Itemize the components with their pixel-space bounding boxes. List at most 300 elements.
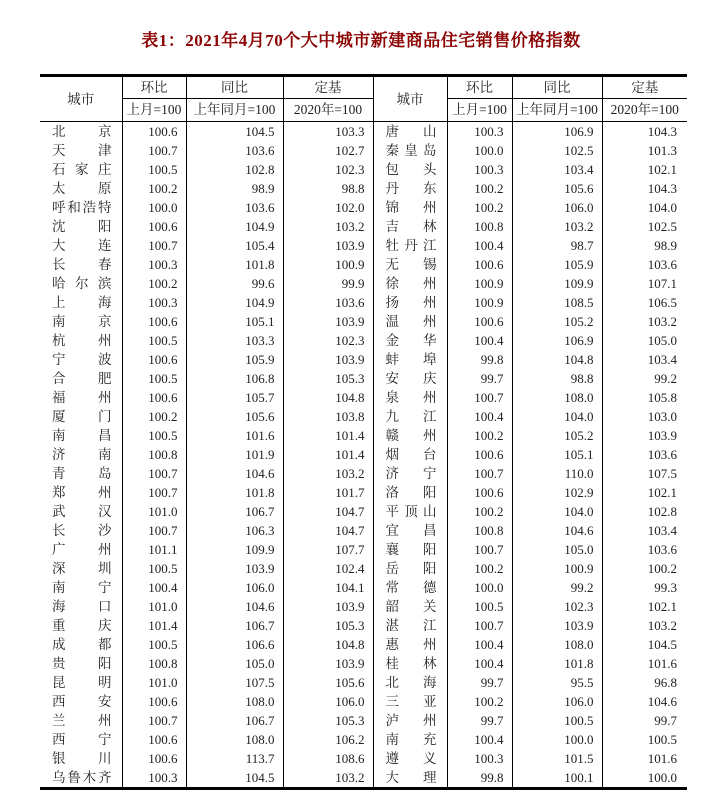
city-cell: 遵义 bbox=[373, 749, 447, 768]
index-value-cell: 108.5 bbox=[512, 293, 602, 312]
index-value-cell: 103.3 bbox=[283, 122, 373, 142]
table-row bbox=[40, 730, 687, 749]
table-row bbox=[40, 274, 687, 293]
city-cell: 海口 bbox=[40, 597, 122, 616]
index-value-cell: 99.8 bbox=[447, 350, 512, 369]
header-fixed-base-left: 2020年=100 bbox=[283, 99, 373, 122]
index-value-cell: 104.0 bbox=[647, 200, 677, 215]
index-value-cell: 100.3 bbox=[447, 160, 512, 179]
index-value-cell: 103.6 bbox=[647, 542, 677, 557]
city-cell: 上海 bbox=[40, 293, 122, 312]
table-row bbox=[40, 217, 687, 236]
index-value-cell: 98.9 bbox=[186, 179, 283, 198]
index-value-cell: 101.3 bbox=[647, 143, 677, 158]
index-value-cell: 100.5 bbox=[122, 369, 186, 388]
index-value-cell: 106.7 bbox=[186, 711, 283, 730]
index-value-cell: 107.5 bbox=[647, 466, 677, 481]
city-cell: 湛江 bbox=[373, 616, 447, 635]
table-row bbox=[40, 502, 687, 521]
index-value-cell: 109.9 bbox=[512, 274, 602, 293]
city-cell: 丹东 bbox=[373, 179, 447, 198]
index-value-cell: 100.7 bbox=[122, 711, 186, 730]
city-cell: 大连 bbox=[40, 236, 122, 255]
city-cell: 泉州 bbox=[373, 388, 447, 407]
index-value-cell: 104.6 bbox=[186, 597, 283, 616]
index-value-cell: 106.2 bbox=[283, 730, 373, 749]
table-row bbox=[40, 559, 687, 578]
index-value-cell: 100.6 bbox=[122, 350, 186, 369]
index-value-cell: 100.8 bbox=[447, 217, 512, 236]
index-value-cell: 100.3 bbox=[447, 749, 512, 768]
city-cell: 南昌 bbox=[40, 426, 122, 445]
index-value-cell: 105.2 bbox=[512, 426, 602, 445]
index-value-cell: 104.5 bbox=[186, 768, 283, 789]
index-value-cell: 101.4 bbox=[283, 426, 373, 445]
index-value-cell: 100.2 bbox=[447, 502, 512, 521]
index-value-cell: 102.3 bbox=[512, 597, 602, 616]
index-value-cell: 105.0 bbox=[186, 654, 283, 673]
city-cell: 平顶山 bbox=[373, 502, 447, 521]
table-row bbox=[40, 464, 687, 483]
index-value-cell: 103.2 bbox=[283, 464, 373, 483]
city-cell: 广州 bbox=[40, 540, 122, 559]
index-value-cell: 102.1 bbox=[647, 599, 677, 614]
index-value-cell: 101.7 bbox=[283, 483, 373, 502]
city-cell: 兰州 bbox=[40, 711, 122, 730]
header-yoy-left: 同比 bbox=[186, 76, 283, 99]
city-cell: 包头 bbox=[373, 160, 447, 179]
index-value-cell: 103.2 bbox=[283, 217, 373, 236]
city-cell: 岳阳 bbox=[373, 559, 447, 578]
index-value-cell: 100.6 bbox=[122, 749, 186, 768]
table-row bbox=[40, 711, 687, 730]
index-value-cell: 104.3 bbox=[647, 124, 677, 139]
index-value-cell: 99.6 bbox=[186, 274, 283, 293]
table-row bbox=[40, 198, 687, 217]
city-cell: 大理 bbox=[373, 768, 447, 789]
index-value-cell: 104.5 bbox=[186, 122, 283, 142]
city-cell: 徐州 bbox=[373, 274, 447, 293]
index-value-cell: 102.5 bbox=[647, 219, 677, 234]
table-row bbox=[40, 312, 687, 331]
city-cell: 吉林 bbox=[373, 217, 447, 236]
index-value-cell: 102.9 bbox=[512, 483, 602, 502]
city-cell: 洛阳 bbox=[373, 483, 447, 502]
index-value-cell: 100.6 bbox=[122, 122, 186, 142]
index-value-cell: 101.6 bbox=[186, 426, 283, 445]
city-cell: 蚌埠 bbox=[373, 350, 447, 369]
index-value-cell: 106.0 bbox=[512, 692, 602, 711]
index-value-cell: 105.3 bbox=[283, 616, 373, 635]
index-value-cell: 106.7 bbox=[186, 616, 283, 635]
city-cell: 长沙 bbox=[40, 521, 122, 540]
index-value-cell: 105.9 bbox=[512, 255, 602, 274]
index-value-cell: 108.6 bbox=[283, 749, 373, 768]
index-value-cell: 101.8 bbox=[186, 483, 283, 502]
index-value-cell: 101.1 bbox=[122, 540, 186, 559]
header-yoy-base-right: 上年同月=100 bbox=[512, 99, 602, 122]
index-value-cell: 109.9 bbox=[186, 540, 283, 559]
index-value-cell: 106.7 bbox=[186, 502, 283, 521]
index-value-cell: 104.8 bbox=[512, 350, 602, 369]
city-cell: 成都 bbox=[40, 635, 122, 654]
index-value-cell: 113.7 bbox=[186, 749, 283, 768]
index-value-cell: 100.2 bbox=[647, 561, 677, 576]
index-value-cell: 99.2 bbox=[654, 371, 677, 386]
index-value-cell: 96.8 bbox=[654, 675, 677, 690]
index-value-cell: 100.2 bbox=[447, 179, 512, 198]
index-value-cell: 99.8 bbox=[447, 768, 512, 789]
index-value-cell: 100.6 bbox=[122, 692, 186, 711]
index-value-cell: 103.6 bbox=[186, 198, 283, 217]
index-value-cell: 100.1 bbox=[512, 768, 602, 789]
city-cell: 昆明 bbox=[40, 673, 122, 692]
index-value-cell: 102.3 bbox=[283, 160, 373, 179]
index-value-cell: 100.4 bbox=[447, 635, 512, 654]
index-value-cell: 104.1 bbox=[283, 578, 373, 597]
index-value-cell: 100.7 bbox=[447, 616, 512, 635]
index-value-cell: 103.0 bbox=[647, 409, 677, 424]
index-value-cell: 101.6 bbox=[647, 751, 677, 766]
index-value-cell: 100.0 bbox=[447, 141, 512, 160]
city-cell: 惠州 bbox=[373, 635, 447, 654]
city-cell: 哈尔滨 bbox=[40, 274, 122, 293]
index-value-cell: 100.4 bbox=[447, 730, 512, 749]
index-value-cell: 106.9 bbox=[512, 331, 602, 350]
index-value-cell: 101.9 bbox=[186, 445, 283, 464]
index-value-cell: 105.0 bbox=[647, 333, 677, 348]
table-row bbox=[40, 331, 687, 350]
city-cell: 牡丹江 bbox=[373, 236, 447, 255]
index-value-cell: 103.2 bbox=[647, 314, 677, 329]
index-value-cell: 105.8 bbox=[647, 390, 677, 405]
table-row bbox=[40, 369, 687, 388]
index-value-cell: 100.8 bbox=[447, 521, 512, 540]
index-value-cell: 106.5 bbox=[647, 295, 677, 310]
index-value-cell: 103.6 bbox=[283, 293, 373, 312]
table-row bbox=[40, 122, 687, 142]
index-value-cell: 103.6 bbox=[647, 257, 677, 272]
city-cell: 烟台 bbox=[373, 445, 447, 464]
index-value-cell: 100.3 bbox=[122, 255, 186, 274]
index-value-cell: 106.9 bbox=[512, 122, 602, 142]
index-value-cell: 105.1 bbox=[512, 445, 602, 464]
table-row bbox=[40, 236, 687, 255]
city-cell: 襄阳 bbox=[373, 540, 447, 559]
index-value-cell: 100.9 bbox=[447, 293, 512, 312]
index-value-cell: 100.0 bbox=[512, 730, 602, 749]
index-value-cell: 104.0 bbox=[512, 502, 602, 521]
index-value-cell: 100.4 bbox=[447, 654, 512, 673]
index-value-cell: 103.9 bbox=[512, 616, 602, 635]
city-cell: 泸州 bbox=[373, 711, 447, 730]
index-value-cell: 101.8 bbox=[186, 255, 283, 274]
header-fixed-base-right: 2020年=100 bbox=[602, 99, 687, 122]
index-value-cell: 100.5 bbox=[447, 597, 512, 616]
index-value-cell: 104.3 bbox=[647, 181, 677, 196]
index-value-cell: 105.0 bbox=[512, 540, 602, 559]
index-value-cell: 104.9 bbox=[186, 217, 283, 236]
city-cell: 武汉 bbox=[40, 502, 122, 521]
index-value-cell: 100.8 bbox=[122, 445, 186, 464]
index-value-cell: 108.0 bbox=[186, 692, 283, 711]
index-value-cell: 105.4 bbox=[186, 236, 283, 255]
table-row bbox=[40, 350, 687, 369]
table-row bbox=[40, 141, 687, 160]
index-value-cell: 105.1 bbox=[186, 312, 283, 331]
index-value-cell: 98.9 bbox=[654, 238, 677, 253]
index-value-cell: 101.0 bbox=[122, 597, 186, 616]
table-row bbox=[40, 388, 687, 407]
index-value-cell: 108.0 bbox=[512, 635, 602, 654]
table-title: 表1：2021年4月70个大中城市新建商品住宅销售价格指数 bbox=[141, 31, 581, 50]
index-value-cell: 99.7 bbox=[447, 673, 512, 692]
index-value-cell: 106.3 bbox=[186, 521, 283, 540]
index-value-cell: 103.4 bbox=[512, 160, 602, 179]
index-value-cell: 104.6 bbox=[512, 521, 602, 540]
table-row bbox=[40, 540, 687, 559]
index-value-cell: 102.5 bbox=[512, 141, 602, 160]
index-value-cell: 104.7 bbox=[283, 521, 373, 540]
index-value-cell: 100.0 bbox=[122, 198, 186, 217]
index-value-cell: 103.9 bbox=[283, 350, 373, 369]
index-value-cell: 103.3 bbox=[186, 331, 283, 350]
index-value-cell: 100.7 bbox=[122, 141, 186, 160]
city-cell: 西安 bbox=[40, 692, 122, 711]
index-value-cell: 100.0 bbox=[647, 770, 677, 785]
table-body bbox=[40, 122, 687, 789]
index-value-cell: 100.9 bbox=[283, 255, 373, 274]
index-value-cell: 98.7 bbox=[512, 236, 602, 255]
city-cell: 宜昌 bbox=[373, 521, 447, 540]
city-cell: 南宁 bbox=[40, 578, 122, 597]
index-value-cell: 104.6 bbox=[647, 694, 677, 709]
city-cell: 常德 bbox=[373, 578, 447, 597]
index-value-cell: 100.5 bbox=[122, 160, 186, 179]
index-value-cell: 100.7 bbox=[122, 483, 186, 502]
index-value-cell: 100.5 bbox=[512, 711, 602, 730]
index-value-cell: 106.6 bbox=[186, 635, 283, 654]
index-value-cell: 101.5 bbox=[512, 749, 602, 768]
index-value-cell: 105.2 bbox=[512, 312, 602, 331]
index-value-cell: 103.6 bbox=[647, 447, 677, 462]
index-value-cell: 103.2 bbox=[512, 217, 602, 236]
index-value-cell: 100.7 bbox=[447, 464, 512, 483]
index-value-cell: 100.2 bbox=[447, 426, 512, 445]
table-row bbox=[40, 407, 687, 426]
index-value-cell: 100.7 bbox=[447, 540, 512, 559]
index-value-cell: 103.9 bbox=[283, 654, 373, 673]
index-value-cell: 100.2 bbox=[447, 198, 512, 217]
index-value-cell: 100.3 bbox=[122, 768, 186, 789]
index-value-cell: 105.6 bbox=[512, 179, 602, 198]
price-index-table bbox=[40, 74, 687, 790]
city-cell: 厦门 bbox=[40, 407, 122, 426]
city-cell: 九江 bbox=[373, 407, 447, 426]
city-cell: 福州 bbox=[40, 388, 122, 407]
table-row bbox=[40, 521, 687, 540]
index-value-cell: 100.9 bbox=[447, 274, 512, 293]
index-value-cell: 104.7 bbox=[283, 502, 373, 521]
table-row bbox=[40, 749, 687, 768]
index-value-cell: 99.2 bbox=[512, 578, 602, 597]
table-row bbox=[40, 578, 687, 597]
index-value-cell: 100.5 bbox=[122, 331, 186, 350]
city-cell: 沈阳 bbox=[40, 217, 122, 236]
city-cell: 银川 bbox=[40, 749, 122, 768]
index-value-cell: 100.6 bbox=[122, 388, 186, 407]
index-value-cell: 107.5 bbox=[186, 673, 283, 692]
index-value-cell: 102.0 bbox=[283, 198, 373, 217]
index-value-cell: 95.5 bbox=[512, 673, 602, 692]
index-value-cell: 106.0 bbox=[512, 198, 602, 217]
index-value-cell: 100.5 bbox=[122, 426, 186, 445]
index-value-cell: 100.2 bbox=[122, 407, 186, 426]
index-value-cell: 105.3 bbox=[283, 711, 373, 730]
index-value-cell: 100.7 bbox=[122, 464, 186, 483]
header-mom-base-left: 上月=100 bbox=[122, 99, 186, 122]
index-value-cell: 103.9 bbox=[283, 236, 373, 255]
table-header bbox=[40, 76, 687, 122]
index-value-cell: 99.7 bbox=[447, 711, 512, 730]
table-row bbox=[40, 597, 687, 616]
table-row bbox=[40, 179, 687, 198]
header-city-right: 城市 bbox=[373, 76, 447, 122]
index-value-cell: 101.4 bbox=[283, 445, 373, 464]
header-mom-right: 环比 bbox=[447, 76, 512, 99]
city-cell: 重庆 bbox=[40, 616, 122, 635]
index-value-cell: 100.6 bbox=[447, 483, 512, 502]
index-value-cell: 99.7 bbox=[654, 713, 677, 728]
index-value-cell: 106.8 bbox=[186, 369, 283, 388]
city-cell: 太原 bbox=[40, 179, 122, 198]
index-value-cell: 100.3 bbox=[122, 293, 186, 312]
index-value-cell: 106.0 bbox=[186, 578, 283, 597]
index-value-cell: 100.6 bbox=[122, 730, 186, 749]
city-cell: 济南 bbox=[40, 445, 122, 464]
city-cell: 石家庄 bbox=[40, 160, 122, 179]
index-value-cell: 104.6 bbox=[186, 464, 283, 483]
index-value-cell: 108.0 bbox=[186, 730, 283, 749]
city-cell: 济宁 bbox=[373, 464, 447, 483]
index-value-cell: 101.0 bbox=[122, 502, 186, 521]
table-row bbox=[40, 293, 687, 312]
city-cell: 唐山 bbox=[373, 122, 447, 142]
index-value-cell: 100.4 bbox=[447, 236, 512, 255]
header-yoy-base-left: 上年同月=100 bbox=[186, 99, 283, 122]
city-cell: 秦皇岛 bbox=[373, 141, 447, 160]
table-row bbox=[40, 483, 687, 502]
index-value-cell: 103.6 bbox=[186, 141, 283, 160]
city-cell: 天津 bbox=[40, 141, 122, 160]
index-value-cell: 105.3 bbox=[283, 369, 373, 388]
city-cell: 南京 bbox=[40, 312, 122, 331]
index-value-cell: 105.9 bbox=[186, 350, 283, 369]
table-row bbox=[40, 635, 687, 654]
header-fixed-left: 定基 bbox=[283, 76, 373, 99]
index-value-cell: 104.9 bbox=[186, 293, 283, 312]
index-value-cell: 100.5 bbox=[122, 635, 186, 654]
city-cell: 青岛 bbox=[40, 464, 122, 483]
table-row bbox=[40, 673, 687, 692]
index-value-cell: 100.9 bbox=[512, 559, 602, 578]
index-value-cell: 100.8 bbox=[122, 654, 186, 673]
city-cell: 北京 bbox=[40, 122, 122, 142]
index-value-cell: 107.1 bbox=[647, 276, 677, 291]
city-cell: 郑州 bbox=[40, 483, 122, 502]
index-value-cell: 103.8 bbox=[283, 407, 373, 426]
index-value-cell: 104.8 bbox=[283, 635, 373, 654]
city-cell: 三亚 bbox=[373, 692, 447, 711]
index-value-cell: 103.2 bbox=[647, 618, 677, 633]
city-cell: 深圳 bbox=[40, 559, 122, 578]
index-value-cell: 100.6 bbox=[447, 445, 512, 464]
city-cell: 贵阳 bbox=[40, 654, 122, 673]
index-value-cell: 103.2 bbox=[283, 768, 373, 789]
index-value-cell: 104.0 bbox=[512, 407, 602, 426]
index-value-cell: 110.0 bbox=[512, 464, 602, 483]
index-value-cell: 103.9 bbox=[283, 597, 373, 616]
city-cell: 北海 bbox=[373, 673, 447, 692]
city-cell: 温州 bbox=[373, 312, 447, 331]
index-value-cell: 100.0 bbox=[447, 578, 512, 597]
index-value-cell: 101.8 bbox=[512, 654, 602, 673]
index-value-cell: 101.4 bbox=[122, 616, 186, 635]
header-mom-base-right: 上月=100 bbox=[447, 99, 512, 122]
index-value-cell: 100.3 bbox=[447, 122, 512, 142]
index-value-cell: 102.1 bbox=[647, 485, 677, 500]
index-value-cell: 106.0 bbox=[283, 692, 373, 711]
index-value-cell: 101.6 bbox=[647, 656, 677, 671]
index-value-cell: 104.8 bbox=[283, 388, 373, 407]
city-cell: 呼和浩特 bbox=[40, 198, 122, 217]
index-value-cell: 105.7 bbox=[186, 388, 283, 407]
table-row bbox=[40, 160, 687, 179]
city-cell: 杭州 bbox=[40, 331, 122, 350]
table-row bbox=[40, 616, 687, 635]
index-value-cell: 100.6 bbox=[447, 312, 512, 331]
table-row bbox=[40, 692, 687, 711]
index-value-cell: 99.9 bbox=[283, 274, 373, 293]
index-value-cell: 100.2 bbox=[447, 559, 512, 578]
index-value-cell: 98.8 bbox=[283, 179, 373, 198]
index-value-cell: 100.7 bbox=[122, 236, 186, 255]
table-row bbox=[40, 654, 687, 673]
index-value-cell: 100.2 bbox=[447, 692, 512, 711]
city-cell: 锦州 bbox=[373, 198, 447, 217]
index-value-cell: 108.0 bbox=[512, 388, 602, 407]
index-value-cell: 99.7 bbox=[447, 369, 512, 388]
index-value-cell: 100.6 bbox=[122, 217, 186, 236]
city-cell: 合肥 bbox=[40, 369, 122, 388]
index-value-cell: 107.7 bbox=[283, 540, 373, 559]
index-value-cell: 103.4 bbox=[647, 352, 677, 367]
index-value-cell: 99.3 bbox=[654, 580, 677, 595]
index-value-cell: 103.9 bbox=[647, 428, 677, 443]
city-cell: 安庆 bbox=[373, 369, 447, 388]
index-value-cell: 100.2 bbox=[122, 274, 186, 293]
index-value-cell: 101.0 bbox=[122, 673, 186, 692]
header-yoy-right: 同比 bbox=[512, 76, 602, 99]
header-mom-left: 环比 bbox=[122, 76, 186, 99]
table-row bbox=[40, 768, 687, 789]
index-value-cell: 100.7 bbox=[122, 521, 186, 540]
city-cell: 长春 bbox=[40, 255, 122, 274]
index-value-cell: 100.4 bbox=[122, 578, 186, 597]
index-value-cell: 102.8 bbox=[647, 504, 677, 519]
city-cell: 韶关 bbox=[373, 597, 447, 616]
city-cell: 乌鲁木齐 bbox=[40, 768, 122, 789]
